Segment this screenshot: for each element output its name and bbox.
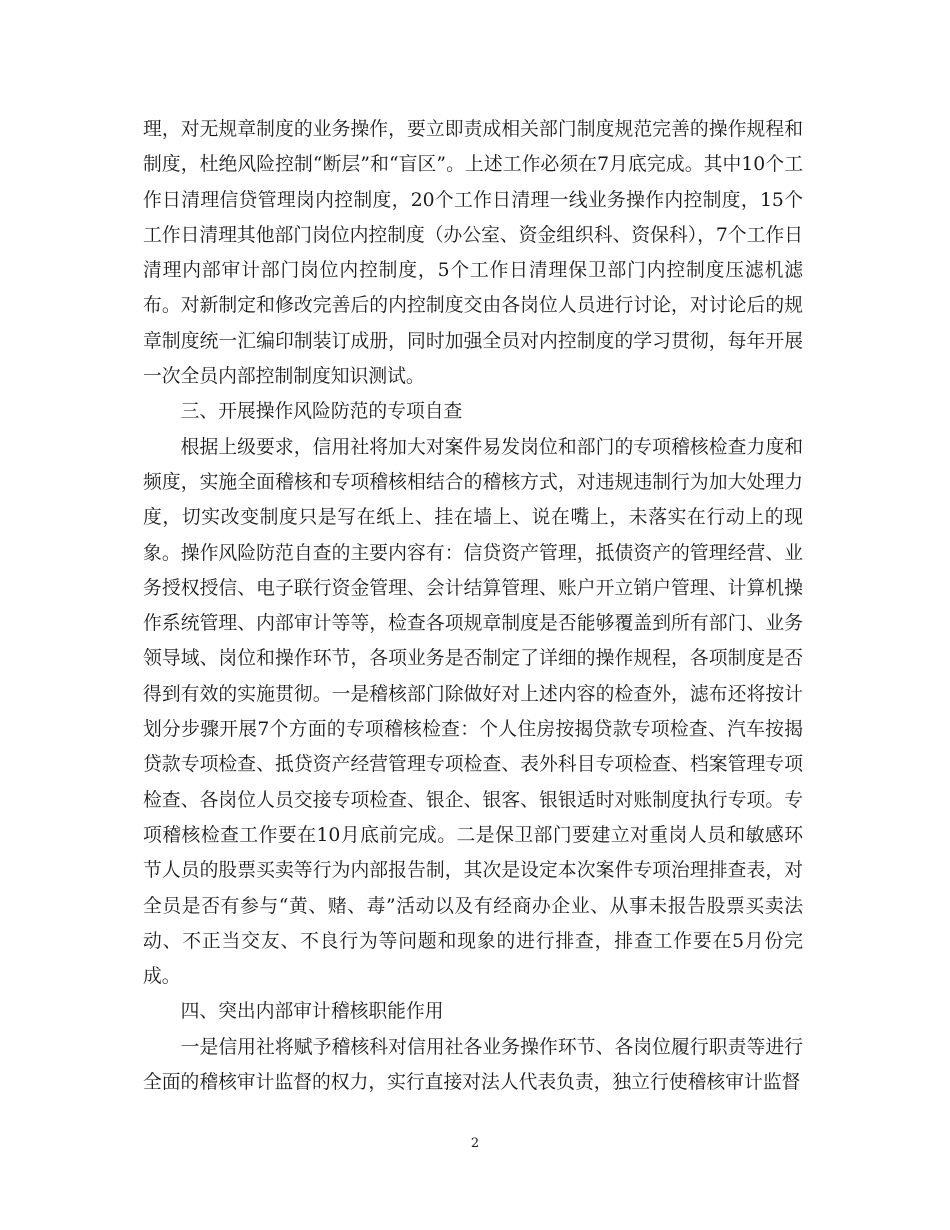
section-heading-four: 四、突出内部审计稽核职能作用 — [180, 1001, 444, 1023]
paragraph-internal-audit-role: 一是信用社将赋予稽核科对信用社各业务操作环节、各岗位履行职责等进行全面的稽核审计监督的权力，实行直接对法人代表负责，独立行使稽核审计监督 — [143, 1036, 803, 1094]
page-number: 2 — [470, 1136, 480, 1151]
paragraph-operational-risk-self-check: 根据上级要求，信用社将加大对案件易发岗位和部门的专项稽核检查力度和频度，实施全面稽核和专项稽核相结合的稽核方式，对违规违制行为加大处理力度，切实改变制度只是写在纸上、挂在墙上、说在嘴上，未落实在行动上的现象。操作风险防范自查的主要内容有：信贷资产管理，抵债资产的管理经营、业务授权授信、电子联行资金管理、会计结算管理、账户开立销户管理、计算机操作系统管理、内部审计等等，检查各项规章制度是否能够覆盖到所有部门、业务领导域、岗位和操作环节，各项业务是否制定了详细的操作规程，各项制度是否得到有效的实施贯彻。一是稽核部门除做好对上述内容的检查外，滤布还将按计划分步骤开展7个方面的专项稽核检查：个人住房按揭贷款专项检查、汽车按揭贷款专项检查、抵贷资产经营管理专项检查、表外科目专项检查、档案管理专项检查、各岗位人员交接专项检查、银企、银客、银银适时对账制度执行专项。专项稽核检查工作要在10月底前完成。二是保卫部门要建立对重岗人员和敏感环节人员的股票买卖等行为内部报告制，其次是设定本次案件专项治理排查表，对全员是否有参与“黄、赌、毒”活动以及有经商办企业、从事未报告股票买卖法动、不正当交友、不良行为等问题和现象的进行排查，排查工作要在5月份完成。 — [143, 436, 803, 988]
section-heading-three: 三、开展操作风险防范的专项自查 — [180, 401, 463, 423]
document-body — [143, 112, 803, 1100]
paragraph-internal-control-cleanup: 理，对无规章制度的业务操作，要立即责成相关部门制度规范完善的操作规程和制度，杜绝风险控制“断层”和“盲区”。上述工作必须在7月底完成。其中10个工作日清理信贷管理岗内控制度，20个工作日清理一线业务操作内控制度，15个工作日清理其他部门岗位内控制度（办公室、资金组织科、资保科），7个工作日清理内部审计部门岗位内控制度，5个工作日清理保卫部门内控制度压滤机滤布。对新制定和修改完善后的内控制度交由各岗位人员进行讨论，对讨论后的规章制度统一汇编印制装订成册，同时加强全员对内控制度的学习贯彻，每年开展一次全员内部控制制度知识测试。 — [143, 119, 803, 388]
